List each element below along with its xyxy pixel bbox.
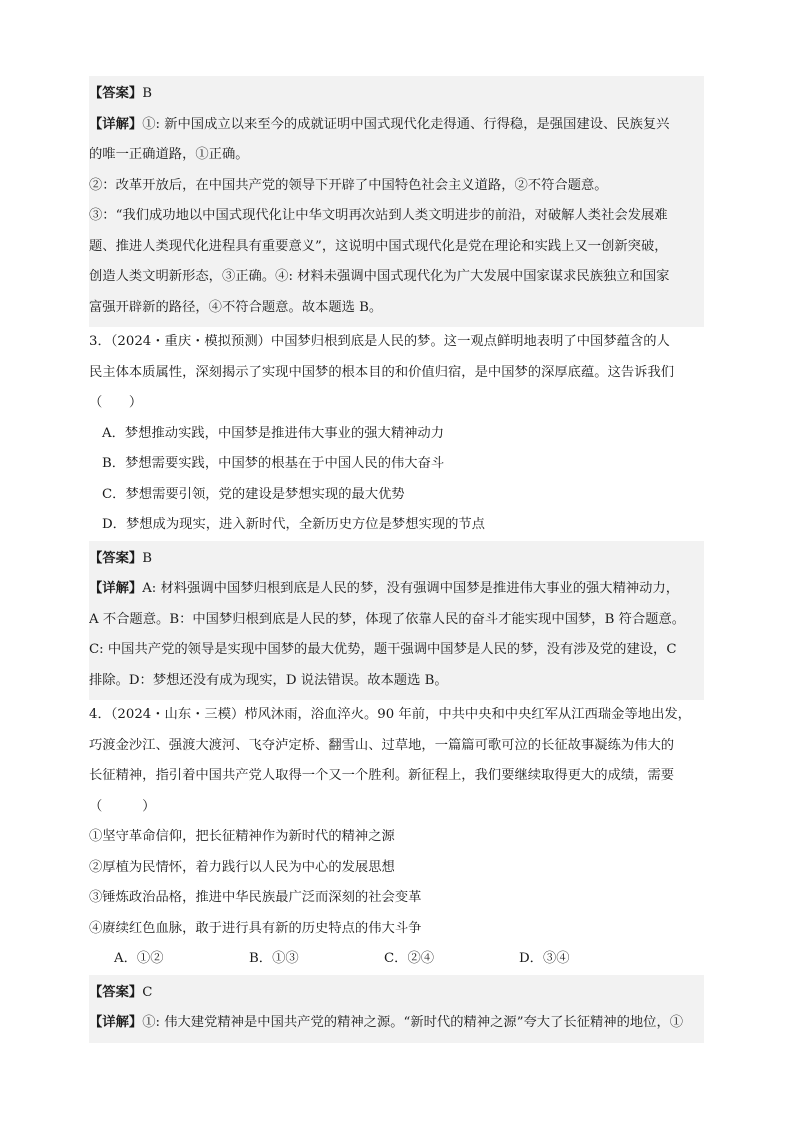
choice-b: B．①③ [249,951,299,966]
detail-text: 排除。D：梦想还没有成为现实，D 说法错误。故本题选 B。 [89,672,448,688]
statement-1: ①坚守革命信仰，把长征精神作为新时代的精神之源 [89,829,395,844]
detail-line [89,1008,704,1039]
question-stem: 民主体本质属性，深刻揭示了实现中国梦的根本目的和价值归宿，是中国梦的深厚底蕴。这告诉我们 [89,364,675,380]
detail-tag: 【详解】 [89,1015,143,1030]
detail-line [89,574,704,605]
detail-text: C: 中国共产党的领导是实现中国梦的最大优势，题干强调中国梦是人民的梦，没有涉及党的建设，C [89,642,677,657]
answer-line [89,978,704,1009]
option-b: B．梦想需要实践，中国梦的根基在于中国人民的伟大奋斗 [102,456,445,471]
answer-value: B [142,86,152,101]
answer-value: C [142,984,153,1000]
answer-block-4 [89,975,704,1043]
answer-blank: （ ） [89,395,143,410]
statement-4: ④赓续红色血脉，敢于进行具有新的历史特点的伟大斗争 [89,920,422,936]
statement-3: ③锤炼政治品格，推进中华民族最广泛而深刻的社会变革 [89,890,422,905]
detail-text: 题、推进人类现代化进程具有重要意义”，这说明中国式现代化是党在理论和实践上又一创新突破， [89,238,668,254]
detail-text: ①: 新中国成立以来至今的成就证明中国式现代化走得通、行得稳，是强国建设、民族复兴 [142,116,670,132]
question-stem: 4．（2024・山东・三模）栉风沐雨，浴血淬火。90 年前，中共中央和中央红军从江西瑞金等地出发， [89,707,691,722]
choice-row [89,944,704,975]
detail-text: ①: 伟大建党精神是中国共产党的精神之源。“新时代的精神之源”夸大了长征精神的地位，① [142,1015,684,1030]
answer-value: B [142,550,152,566]
answer-line [89,79,704,110]
answer-block-1 [89,76,704,327]
choice-c: C．②④ [384,951,435,966]
question-4 [89,700,704,975]
detail-text: A 不合题意。B：中国梦归根到底是人民的梦，体现了依靠人民的奋斗才能实现中国梦，B 符合题意。 [89,611,686,627]
answer-line [89,544,704,575]
detail-text: ③：“我们成功地以中国式现代化让中华文明再次站到人类文明进步的前沿，对破解人类社会发展难 [89,208,668,223]
choice-a: A．①② [114,951,164,966]
answer-tag: 【答案】 [89,984,143,1000]
detail-text: ②：改革开放后，在中国共产党的领导下开辟了中国特色社会主义道路，②不符合题意。 [89,177,608,193]
detail-tag: 【详解】 [89,116,143,132]
option-a: A．梦想推动实践，中国梦是推进伟大事业的强大精神动力 [102,425,445,441]
answer-tag: 【答案】 [89,86,143,101]
statement-2: ②厚植为民情怀，着力践行以人民为中心的发展思想 [89,859,395,875]
question-3 [89,327,704,541]
detail-text: 富强开辟新的路径，④不符合题意。故本题选 B。 [89,299,383,315]
detail-text: 的唯一正确道路，①正确。 [89,147,249,162]
answer-blank: （ ） [89,798,156,814]
question-stem: 3．（2024・重庆・模拟预测）中国梦归根到底是人民的梦。这一观点鲜明地表明了中国梦蕴含的人 [89,334,670,349]
choice-d: D．③④ [519,951,570,966]
detail-line [89,110,704,141]
option-d: D．梦想成为现实，进入新时代，全新历史方位是梦想实现的节点 [102,517,485,532]
question-stem: 长征精神，指引着中国共产党人取得一个又一个胜利。新征程上，我们要继续取得更大的成绩，需要 [89,768,675,783]
detail-text: A: 材料强调中国梦归根到底是人民的梦，没有强调中国梦是推进伟大事业的强大精神动力， [142,581,680,596]
document-page [89,76,704,1043]
detail-tag: 【详解】 [89,581,143,596]
answer-tag: 【答案】 [89,550,143,566]
detail-text: 创造人类文明新形态，③正确。④: 材料未强调中国式现代化为广大发展中国家谋求民族独立和国家 [89,269,670,284]
answer-block-3 [89,541,704,701]
option-c: C．梦想需要引领，党的建设是梦想实现的最大优势 [102,486,405,502]
question-stem: 巧渡金沙江、强渡大渡河、飞夺泸定桥、翻雪山、过草地，一篇篇可歌可泣的长征故事凝练为伟大的 [89,737,675,753]
